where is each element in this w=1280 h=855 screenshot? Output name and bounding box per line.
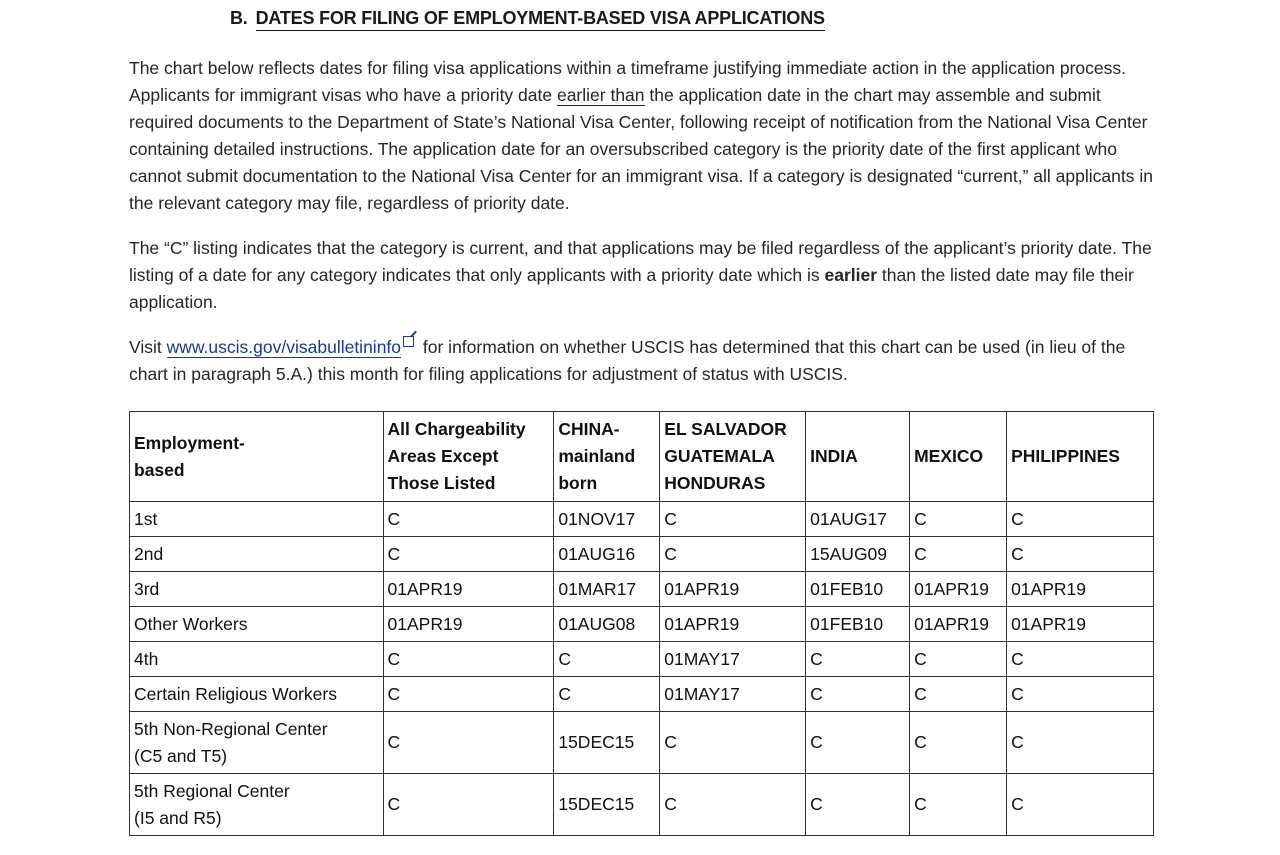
table-row bbox=[130, 712, 1154, 774]
date-cell: C bbox=[910, 677, 1007, 712]
earlier-emphasis: earlier bbox=[824, 265, 878, 285]
section-letter: B. bbox=[230, 8, 248, 28]
external-link-icon[interactable] bbox=[403, 336, 414, 347]
category-cell: 5th Regional Center (I5 and R5) bbox=[130, 774, 384, 836]
intro-text-end: the application date in the chart may assemble and submit required documents to the Department of State’s National Visa Center, following receipt of notification from the National Visa Center containing detailed instructions. The application date for an oversubscribed category is the priority date of the first applicant who cannot submit documentation to the National Visa Center for an immigrant visa. If a category is designated “current,” all applicants in the relevant category may file, regardless of priority date. bbox=[129, 85, 1153, 213]
intro-text-start: The chart below reflects dates for filing visa applications within a timeframe justifying immediate action in the application process. Applicants for immigrant visas who have a priority date bbox=[129, 58, 1127, 105]
date-cell: C bbox=[806, 642, 910, 677]
date-cell: 01AUG08 bbox=[554, 607, 660, 642]
date-cell: C bbox=[910, 537, 1007, 572]
date-cell: 01AUG17 bbox=[806, 502, 910, 537]
date-cell: C bbox=[806, 677, 910, 712]
column-header: All Chargeability Areas Except Those Listed bbox=[383, 412, 554, 502]
date-cell: C bbox=[910, 642, 1007, 677]
body-content bbox=[129, 55, 1159, 406]
date-cell: C bbox=[910, 502, 1007, 537]
date-cell: C bbox=[383, 642, 554, 677]
date-cell: C bbox=[1007, 537, 1154, 572]
table-row bbox=[130, 537, 1154, 572]
date-cell: C bbox=[660, 502, 806, 537]
uscis-paragraph bbox=[129, 334, 1159, 388]
column-header: CHINA- mainland born bbox=[554, 412, 660, 502]
section-title: DATES FOR FILING OF EMPLOYMENT-BASED VISA APPLICATIONS bbox=[256, 8, 825, 31]
date-cell: C bbox=[1007, 502, 1154, 537]
date-cell: 01APR19 bbox=[1007, 572, 1154, 607]
category-cell: 5th Non-Regional Center (C5 and T5) bbox=[130, 712, 384, 774]
date-cell: 01NOV17 bbox=[554, 502, 660, 537]
date-cell: C bbox=[383, 502, 554, 537]
table-row bbox=[130, 607, 1154, 642]
date-cell: 01APR19 bbox=[910, 607, 1007, 642]
section-heading bbox=[230, 8, 825, 29]
date-cell: 01FEB10 bbox=[806, 607, 910, 642]
category-cell: 3rd bbox=[130, 572, 384, 607]
column-header: EL SALVADOR GUATEMALA HONDURAS bbox=[660, 412, 806, 502]
date-cell: C bbox=[1007, 677, 1154, 712]
uscis-text-end: for information on whether USCIS has determined that this chart can be used (in lieu of the chart in paragraph 5.A.) this month for filing applications for adjustment of status with USCIS. bbox=[129, 337, 1126, 384]
date-cell: C bbox=[554, 677, 660, 712]
table-header-row bbox=[130, 412, 1154, 502]
date-cell: 01MAY17 bbox=[660, 642, 806, 677]
date-cell: 01APR19 bbox=[910, 572, 1007, 607]
date-cell: C bbox=[554, 642, 660, 677]
date-cell: C bbox=[806, 774, 910, 836]
table-row bbox=[130, 774, 1154, 836]
table-row bbox=[130, 572, 1154, 607]
filing-dates-table bbox=[129, 411, 1154, 836]
c-listing-paragraph bbox=[129, 235, 1159, 316]
table-row bbox=[130, 677, 1154, 712]
date-cell: C bbox=[660, 537, 806, 572]
date-cell: C bbox=[1007, 642, 1154, 677]
date-cell: 01FEB10 bbox=[806, 572, 910, 607]
date-cell: C bbox=[383, 677, 554, 712]
date-cell: 01APR19 bbox=[1007, 607, 1154, 642]
category-cell: 1st bbox=[130, 502, 384, 537]
date-cell: 15DEC15 bbox=[554, 774, 660, 836]
date-cell: C bbox=[1007, 712, 1154, 774]
table-row bbox=[130, 642, 1154, 677]
date-cell: C bbox=[660, 712, 806, 774]
column-header: Employment- based bbox=[130, 412, 384, 502]
date-cell: 01MAY17 bbox=[660, 677, 806, 712]
date-cell: C bbox=[383, 537, 554, 572]
uscis-text-start: Visit bbox=[129, 337, 167, 357]
date-cell: 15DEC15 bbox=[554, 712, 660, 774]
date-cell: 01AUG16 bbox=[554, 537, 660, 572]
date-cell: C bbox=[910, 774, 1007, 836]
table-row bbox=[130, 502, 1154, 537]
uscis-visa-bulletin-link[interactable]: www.uscis.gov/visabulletininfo bbox=[166, 337, 402, 357]
date-cell: C bbox=[806, 712, 910, 774]
category-cell: Other Workers bbox=[130, 607, 384, 642]
date-cell: 01APR19 bbox=[383, 572, 554, 607]
date-cell: 01APR19 bbox=[660, 572, 806, 607]
date-cell: C bbox=[660, 774, 806, 836]
category-cell: 2nd bbox=[130, 537, 384, 572]
date-cell: 15AUG09 bbox=[806, 537, 910, 572]
table-body bbox=[130, 502, 1154, 836]
column-header: PHILIPPINES bbox=[1007, 412, 1154, 502]
date-cell: C bbox=[1007, 774, 1154, 836]
date-cell: 01APR19 bbox=[383, 607, 554, 642]
date-cell: 01MAR17 bbox=[554, 572, 660, 607]
intro-paragraph bbox=[129, 55, 1159, 217]
column-header: INDIA bbox=[806, 412, 910, 502]
date-cell: 01APR19 bbox=[660, 607, 806, 642]
date-cell: C bbox=[910, 712, 1007, 774]
c-listing-text-end: than the listed date may file their application. bbox=[129, 265, 1134, 312]
category-cell: Certain Religious Workers bbox=[130, 677, 384, 712]
category-cell: 4th bbox=[130, 642, 384, 677]
c-listing-text-start: The “C” listing indicates that the category is current, and that applications may be filed regardless of the applicant’s priority date. The listing of a date for any category indicates that only applicants with a priority date which is bbox=[129, 238, 1152, 285]
date-cell: C bbox=[383, 712, 554, 774]
column-header: MEXICO bbox=[910, 412, 1007, 502]
earlier-than-emphasis: earlier than bbox=[556, 85, 645, 105]
date-cell: C bbox=[383, 774, 554, 836]
